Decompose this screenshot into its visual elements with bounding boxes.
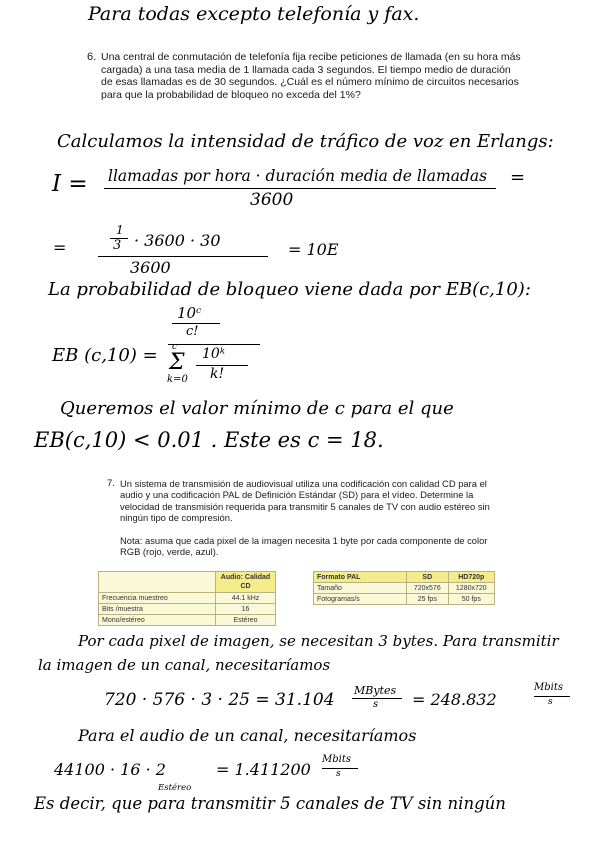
step2-result: = 10E	[288, 240, 339, 259]
problem-7-note: Nota: asuma que cada pixel de la imagen necesita 1 byte por cada componente de color RGB (rojo, verde, azul).	[120, 535, 488, 558]
step2-fraction-bar	[98, 256, 268, 257]
video-mbits-unit-denominator: s	[548, 697, 553, 707]
pal-cell: 720x576	[407, 583, 449, 594]
pal-cell: Fotogramas/s	[314, 594, 407, 605]
audio-row-label: Mono/estéreo	[99, 615, 216, 626]
audio-row-value: 16	[216, 604, 276, 615]
solution7-line2: la imagen de un canal, necesitaríamos	[38, 656, 331, 674]
step2-denominator: 3600	[130, 258, 171, 277]
audio-row-value: Estéreo	[216, 615, 276, 626]
video-mbits-unit-numerator: Mbits	[534, 682, 563, 693]
answer-line1: Queremos el valor mínimo de c para el que	[60, 398, 454, 419]
erlang-b-main-bar	[168, 344, 260, 345]
audio-row-label: Frecuencia muestreo	[99, 593, 216, 604]
step2-one: 1	[116, 223, 124, 237]
intensity-denominator: 3600	[250, 190, 294, 210]
final-line: Es decir, que para transmitir 5 canales de TV sin ningún	[34, 794, 506, 813]
problem-6-number: 6.	[87, 51, 97, 63]
pal-header: SD	[407, 572, 449, 583]
video-calculation: 720 · 576 · 3 · 25 = 31.104	[104, 690, 335, 710]
pal-format-table	[313, 571, 495, 605]
table-row	[99, 615, 276, 626]
handwritten-note-line1: Para todas excepto telefonía y fax.	[88, 3, 420, 25]
video-mbits-value: = 248.832	[412, 690, 497, 709]
video-unit-numerator: MBytes	[354, 684, 397, 697]
intensity-equals: =	[510, 167, 526, 188]
table-row	[99, 593, 276, 604]
intensity-fraction-bar	[104, 188, 496, 189]
traffic-intensity-intro: Calculamos la intensidad de tráfico de voz en Erlangs:	[57, 131, 554, 152]
step2-equals: =	[53, 238, 67, 257]
table-row	[314, 594, 495, 605]
blocking-probability-text: La probabilidad de bloqueo viene dada por EB(c,10):	[48, 279, 531, 300]
intensity-lhs: I =	[52, 171, 88, 197]
solution7-line1: Por cada pixel de imagen, se necesitan 3 bytes. Para transmitir	[78, 632, 559, 650]
pal-cell: 50 fps	[448, 594, 494, 605]
pal-cell: Tamaño	[314, 583, 407, 594]
problem-7-number: 7.	[107, 478, 115, 489]
pal-cell: 25 fps	[407, 594, 449, 605]
audio-bitrate-value: = 1.411200	[216, 760, 311, 779]
problem-7-text: Un sistema de transmisión de audiovisual utiliza una codificación con calidad CD para el audio y una codificación PAL de Definición Estándar (SD) para el vídeo. Determine la velocidad de transmisión requerida para transmitir 5 canales de TV con audio estéreo sin ningún tipo de compresión.	[120, 478, 490, 524]
stereo-annotation: Estéreo	[158, 783, 192, 793]
erlang-b-num-top: 10ᶜ	[177, 304, 202, 322]
video-unit-denominator: s	[373, 699, 379, 710]
pal-header: Formato PAL	[314, 572, 407, 583]
audio-unit-numerator: Mbits	[322, 754, 351, 765]
erlang-b-num-bottom: c!	[186, 324, 199, 339]
audio-table-corner	[99, 572, 216, 593]
audio-cd-table	[98, 571, 276, 626]
pal-cell: 1280x720	[448, 583, 494, 594]
problem-6-text: Una central de conmutación de telefonía fija recibe peticiones de llamada (en su hora más cargada) a una tasa media de 1 llamada cada 3 segundos. El tiempo medio de duración de esas llamadas es de 30 segundos. ¿Cuál es el número mínimo de circuitos necesarios para que la probabilidad de bloqueo no exceda del 1%?	[101, 51, 521, 101]
audio-row-value: 44.1 kHz	[216, 593, 276, 604]
answer-line2: EB(c,10) < 0.01 . Este es c = 18.	[34, 428, 384, 452]
erlang-b-sum-top: c	[172, 342, 178, 352]
pal-header: HD720p	[448, 572, 494, 583]
step2-numerator: · 3600 · 30	[134, 231, 221, 250]
step2-three: 3	[113, 238, 122, 253]
erlang-b-den-den: k!	[210, 366, 225, 382]
audio-intro: Para el audio de un canal, necesitaríamos	[78, 726, 417, 745]
table-row	[314, 583, 495, 594]
erlang-b-lhs: EB (c,10) =	[52, 345, 158, 366]
table-row	[99, 604, 276, 615]
audio-row-label: Bits /muestra	[99, 604, 216, 615]
audio-table-header: Audio: Calidad CD	[216, 572, 276, 593]
audio-calculation: 44100 · 16 · 2	[54, 760, 166, 779]
erlang-b-sum-bottom: k=0	[167, 374, 188, 385]
erlang-b-sum-symbol: Σ	[169, 350, 185, 375]
intensity-numerator: llamadas por hora · duración media de llamadas	[108, 167, 488, 185]
audio-unit-denominator: s	[336, 769, 341, 779]
erlang-b-den-num: 10ᵏ	[202, 346, 225, 362]
